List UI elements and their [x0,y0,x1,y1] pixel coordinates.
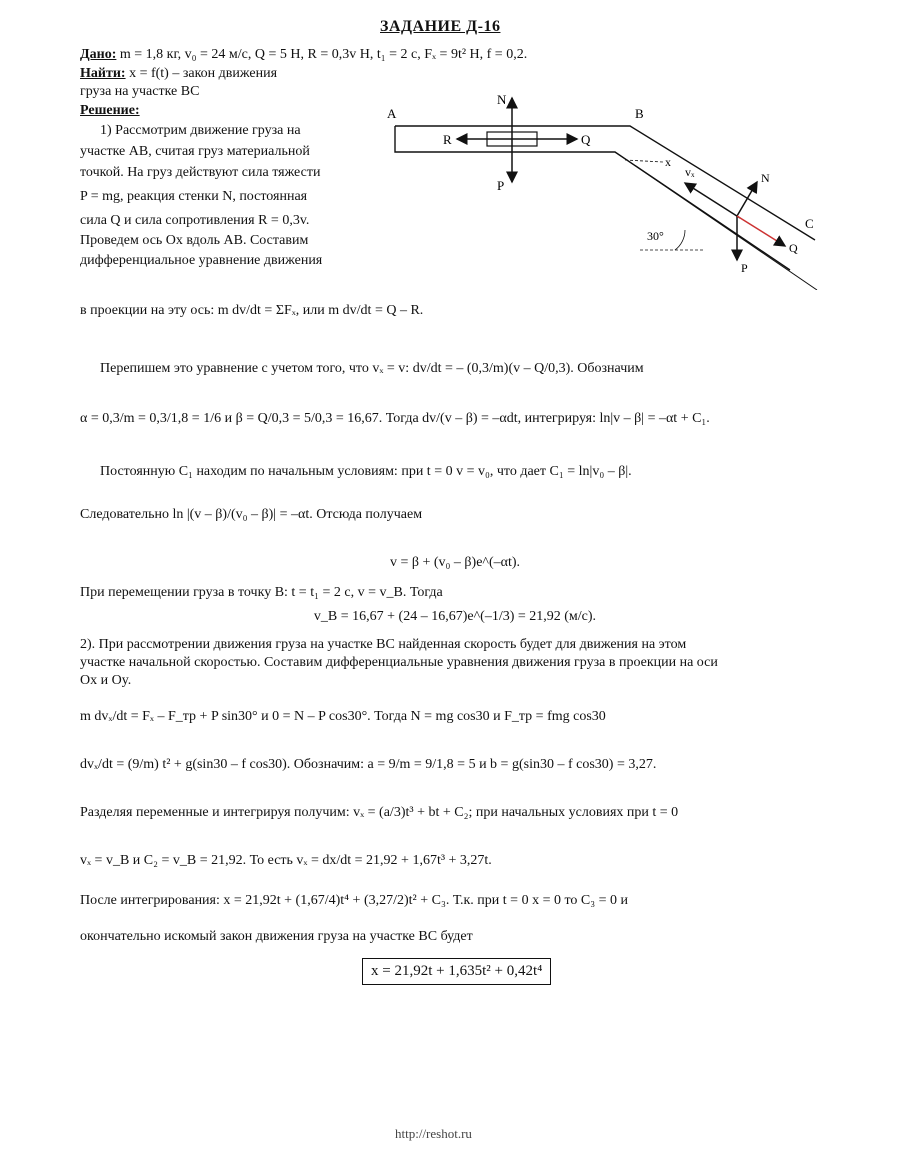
para1-line-2: точкой. На груз действуют сила тяжести [80,165,321,180]
para2-line-2: Ox и Oy. [80,673,132,688]
answer-box: x = 21,92t + 1,635t² + 0,42t⁴ [362,958,551,985]
label-A: A [387,106,397,121]
eq-vB: v_B = 16,67 + (24 – 16,67)e^(–1/3) = 21,92 (м/с). [313,609,597,624]
eq-v: v = β + (v₀ – β)e^(–αt). [389,555,521,570]
eq-get: Следовательно ln |(v – β)/(v₀ – β)| = –αt. Отсюда получаем [80,507,423,522]
solution-label: Решение: [80,103,140,118]
slope-line [615,152,817,290]
find-text: x = f(t) – закон движения [129,66,278,81]
eq-notation: α = 0,3/m = 0,3/1,8 = 1/6 и β = Q/0,3 = 5/0,3 = 16,67. Тогда dv/(v – β) = –αdt, интегрируя: ln|v – β| = –αt + C₁. [80,411,710,426]
label-B: B [635,106,644,121]
footer-site-link[interactable]: http://reshot.ru [395,1126,472,1141]
channel-bottom-edge [395,126,790,270]
problem-diagram [385,90,830,290]
eq-final-text: окончательно искомый закон движения груза на участке BC будет [80,929,473,944]
force-Q2-arrow [737,216,785,246]
page-title: ЗАДАНИЕ Д-16 [380,18,501,35]
label-P: P [497,178,505,193]
eq-const: Постоянную C₁ находим по начальным условиям: при t = 0 v = v₀, что дает C₁ = ln|v₀ – β|. [100,464,632,479]
para1-line-4: сила Q и сила сопротивления R = 0,3v. [80,213,310,228]
angle-arc [675,230,685,250]
eq-c2: vₓ = v_B и C₂ = v_B = 21,92. То есть vₓ = dx/dt = 21,92 + 1,67t³ + 3,27t. [80,853,492,868]
eq-pointB: При перемещении груза в точку B: t = t₁ = 2 с, v = v_B. Тогда [80,585,443,600]
label-N: N [497,92,507,107]
document-page [80,18,830,1141]
label-N2: N [761,171,770,185]
eq-rewrite: Перепишем это уравнение с учетом того, что vₓ = v: dv/dt = – (0,3/m)(v – Q/0,3). Обозначим [100,361,644,376]
para2-line-1: участке начальной скоростью. Составим дифференциальные уравнения движения груза в проекции на оси [80,655,718,670]
given-label: Дано: [80,47,117,62]
label-Q: Q [581,132,591,147]
find-line [80,65,277,83]
para1-line-3: P = mg, реакция стенки N, постоянная [80,189,308,204]
eq-motion: в проекции на эту ось: m dv/dt = ΣFₓ, или m dv/dt = Q – R. [80,303,424,318]
label-angle: 30° [647,229,664,243]
label-R: R [443,132,452,147]
solution-label-line [80,102,140,120]
force-N2-arrow [737,182,757,216]
given-line [80,46,527,64]
label-vx: vₓ [685,165,695,179]
label-x: x [665,155,671,169]
find-line-2: груза на участке BC [80,84,200,99]
label-Q2: Q [789,241,798,255]
para1-line-6: дифференциальное уравнение движения [80,253,323,268]
para1-line-1: участке AB, считая груз материальной [80,144,310,159]
label-P2: P [741,261,748,275]
eq-sep: Разделяя переменные и интегрируя получим: vₓ = (a/3)t³ + bt + C₂; при начальных условиях при t = 0 [80,805,679,820]
given-text: m = 1,8 кг, v₀ = 24 м/с, Q = 5 Н, R = 0,3v Н, t₁ = 2 с, Fₓ = 9t² Н, f = 0,2. [119,47,528,62]
x-axis-line [625,160,663,162]
eq-int: После интегрирования: x = 21,92t + (1,67/4)t⁴ + (3,27/2)t² + C₃. Т.к. при t = 0 x = 0 то C₃ = 0 и [80,893,629,908]
eq-bc2: dvₓ/dt = (9/m) t² + g(sin30 – f cos30). Обозначим: a = 9/m = 9/1,8 = 5 и b = g(sin30 – f cos30) = 3,27. [80,757,657,772]
para2-line-0: 2). При рассмотрении движения груза на участке BC найденная скорость будет для движения на этом [80,637,687,652]
para1-line-0: 1) Рассмотрим движение груза на [100,123,301,138]
find-label: Найти: [80,66,126,81]
eq-bc: m dvₓ/dt = Fₓ – F_тр + P sin30° и 0 = N – P cos30°. Тогда N = mg cos30 и F_тр = fmg cos30 [80,709,606,724]
label-C: C [805,216,814,231]
para1-line-5: Проведем ось Ox вдоль AB. Составим [80,233,309,248]
channel-top-edge [395,126,815,240]
